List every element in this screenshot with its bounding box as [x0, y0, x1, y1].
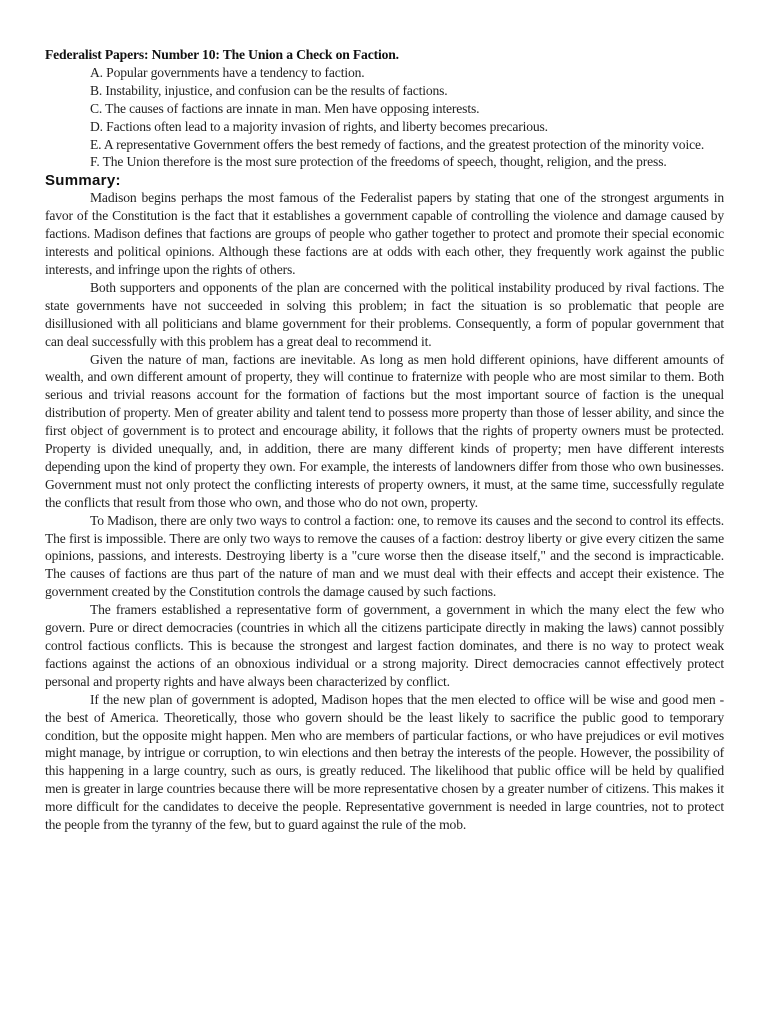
outline-item-f: F. The Union therefore is the most sure protection of the freedoms of speech, thought, religion, and the press.: [90, 154, 667, 170]
summary-paragraph-4: To Madison, there are only two ways to control a faction: one, to remove its causes and the second to control its effects. The first is impossible. There are only two ways to remove the causes of a faction: destroy liberty or give every citizen the same opinions, passions, and interests. Destroying liberty is a "cure worse then the disease itself," and the second is impracticable. The causes of factions are thus part of the nature of man and we must deal with their effects and accept their existence. The government created by the Constitution controls the damage caused by such factions.: [45, 512, 724, 600]
outline-list: [45, 64, 724, 171]
summary-heading: Summary:: [45, 172, 121, 190]
document-title: Federalist Papers: Number 10: The Union a Check on Faction.: [45, 47, 399, 62]
outline-item-b: B. Instability, injustice, and confusion can be the results of factions.: [90, 82, 448, 98]
document-page: [45, 46, 724, 834]
summary-paragraph-5: The framers established a representative form of government, a government in which the many elect the few who govern. Pure or direct democracies (countries in which all the citizens participate directly in making the laws) cannot possibly control factious conflicts. This is because the strongest and largest faction dominates, and there is no way to protect weak factions against the actions of an obnoxious individual or a strong majority. Direct democracies cannot effectively protect personal and property rights and have always been characterized by conflict.: [45, 602, 724, 689]
summary-paragraph-3: Given the nature of man, factions are inevitable. As long as men hold different opinions, have different amounts of wealth, and own different amount of property, they will continue to fraternize with people who are most similar to them. Both serious and trivial reasons account for the formation of factions but the most important source of faction is the unequal distribution of property. Men of greater ability and talent tend to possess more property than those of lesser ability, and since the first object of government is to protect and encourage ability, it follows that the rights of property owners must be protected. Property is divided unequally, and, in addition, there are many different kinds of property; men have different interests depending upon the kind of property they own. For example, the interests of landowners differ from those who own businesses. Government must not only protect the conflicting interests of property owners, it must, at the same time, successfully regulate the conflicts that result from those who own, and those who do not own, property.: [45, 351, 724, 510]
summary-paragraph-1: Madison begins perhaps the most famous of the Federalist papers by stating that one of the strongest arguments in favor of the Constitution is the fact that it establishes a government capable of controlling the violence and damage caused by factions. Madison defines that factions are groups of people who gather together to protect and promote their special economic interests and political opinions. Although these factions are at odds with each other, they frequently work against the public interests, and infringe upon the rights of others.: [45, 190, 724, 277]
outline-item-c: C. The causes of factions are innate in man. Men have opposing interests.: [90, 100, 480, 116]
outline-item-d: D. Factions often lead to a majority invasion of rights, and liberty becomes precarious.: [90, 118, 548, 134]
outline-item-a: A. Popular governments have a tendency to faction.: [90, 64, 365, 80]
summary-paragraph-6: If the new plan of government is adopted, Madison hopes that the men elected to office will be wise and good men - the best of America. Theoretically, those who govern should be the least likely to sacrifice the public good to temporary condition, but the opposite might happen. Men who are members of particular factions, or who have prejudices or evil motives might manage, by intrigue or corruption, to win elections and then betray the interests of the people. However, the possibility of this happening in a large country, such as ours, is greatly reduced. The likelihood that public office will be held by qualified men is greater in large countries because there will be more representative chosen by a greater number of citizens. This makes it more difficult for the candidates to deceive the people. Representative government is needed in large countries, not to protect the people from the tyranny of the few, but to guard against the rule of the mob.: [45, 691, 724, 833]
summary-paragraph-2: Both supporters and opponents of the plan are concerned with the political instability produced by rival factions. The state governments have not succeeded in solving this problem; in fact the situation is so problematic that people are disillusioned with all politicians and blame government for their problems. Consequently, a form of popular government that can deal successfully with this problem has a great deal to recommend it.: [45, 279, 724, 349]
outline-item-e: E. A representative Government offers the best remedy of factions, and the greatest protection of the minority voice.: [90, 136, 705, 152]
